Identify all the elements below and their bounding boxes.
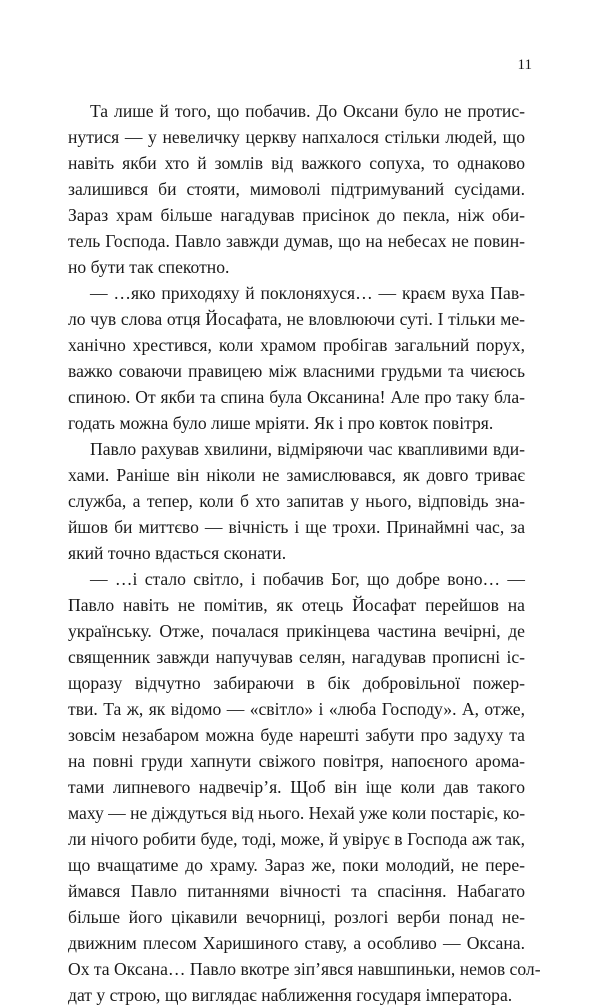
text-line: дат у строю, що виглядає наближення государя імператора. (68, 985, 513, 1005)
text-line: тами липневого надвечір’я. Щоб він іще коли дав такого (68, 777, 525, 797)
text-line: що вчащатиме до храму. Зараз же, поки молодий, не пере- (68, 855, 525, 875)
text-line: служба, а тепер, коли б хто запитав у нього, відповідь зна- (68, 491, 525, 511)
text-line: більше його цікавили вечорниці, розлогі верби понад не- (68, 907, 525, 927)
text-line: Та лише й того, що побачив. До Оксани було не протис- (90, 101, 525, 121)
text-line: ханічно хрестився, коли храмом пробігав загальний порух, (68, 335, 525, 355)
text-line: Павло рахував хвилини, відміряючи час квапливими вди- (90, 439, 525, 459)
text-line: движним плесом Харишиного ставу, а особливо — Оксана. (68, 933, 525, 953)
text-line: Зараз храм більше нагадував присінок до пекла, ніж оби- (68, 205, 525, 225)
text-line: залишився би стояти, мимоволі підтримуваний сусідами. (68, 179, 525, 199)
text-line: тви. Та ж, як відомо — «світло» і «люба Господу». А, отже, (68, 699, 525, 719)
text-line: ймався Павло питаннями вічності та спасіння. Набагато (68, 881, 525, 901)
text-line: тель Господа. Павло завжди думав, що на небесах не повин- (68, 231, 525, 251)
text-line: годать можна було лише мріяти. Як і про ковток повітря. (68, 413, 494, 433)
text-line: навіть якби хто й зомлів від важкого сопуха, то однаково (68, 153, 525, 173)
text-line: священник завжди напучував селян, нагадував прописні іс- (68, 647, 525, 667)
text-line: ли нічого робити буде, тоді, може, й увірує в Господа аж так, (68, 829, 525, 849)
text-line: маху — не діждуться від нього. Нехай уже коли постаріє, ко- (68, 803, 526, 823)
text-line: нутися — у невеличку церкву напхалося стільки людей, що (68, 127, 525, 147)
page-number: 11 (517, 57, 532, 73)
text-line: — …і стало світло, і побачив Бог, що добре воно… — (90, 569, 525, 589)
text-line: спиною. От якби та спина була Оксанина! Але про таку бла- (68, 387, 525, 407)
text-line: українську. Отже, почалася прикінцева частина вечірні, де (68, 621, 525, 641)
text-line: йшов би миттєво — вічність і ще трохи. Принаймні час, за (68, 517, 525, 537)
text-line: важко соваючи правицею між власними грудьми та чиєюсь (68, 361, 525, 381)
text-line: ло чув слова отця Йосафата, не вловлюючи суті. І тільки ме- (68, 309, 525, 329)
text-line: хами. Раніше він ніколи не замислювався, як довго триває (68, 465, 525, 485)
text-line: Ох та Оксана… Павло вкотре зіп’явся навшпиньки, немов сол- (68, 959, 541, 979)
text-line: — …яко приходяху й поклоняхуся… — краєм вуха Пав- (90, 283, 525, 303)
text-line: щоразу відчутно забираючи в бік добровільної пожер- (68, 673, 525, 693)
text-line: який точно вдасться сконати. (68, 543, 287, 563)
text-line: зовсім незабаром можна буде нарешті забути про задуху та (68, 725, 525, 745)
text-line: но бути так спекотно. (68, 257, 230, 277)
text-line: Павло навіть не помітив, як отець Йосафат перейшов на (68, 595, 525, 615)
text-line: на повні груди хапнути свіжого повітря, напоєного арома- (68, 751, 525, 771)
